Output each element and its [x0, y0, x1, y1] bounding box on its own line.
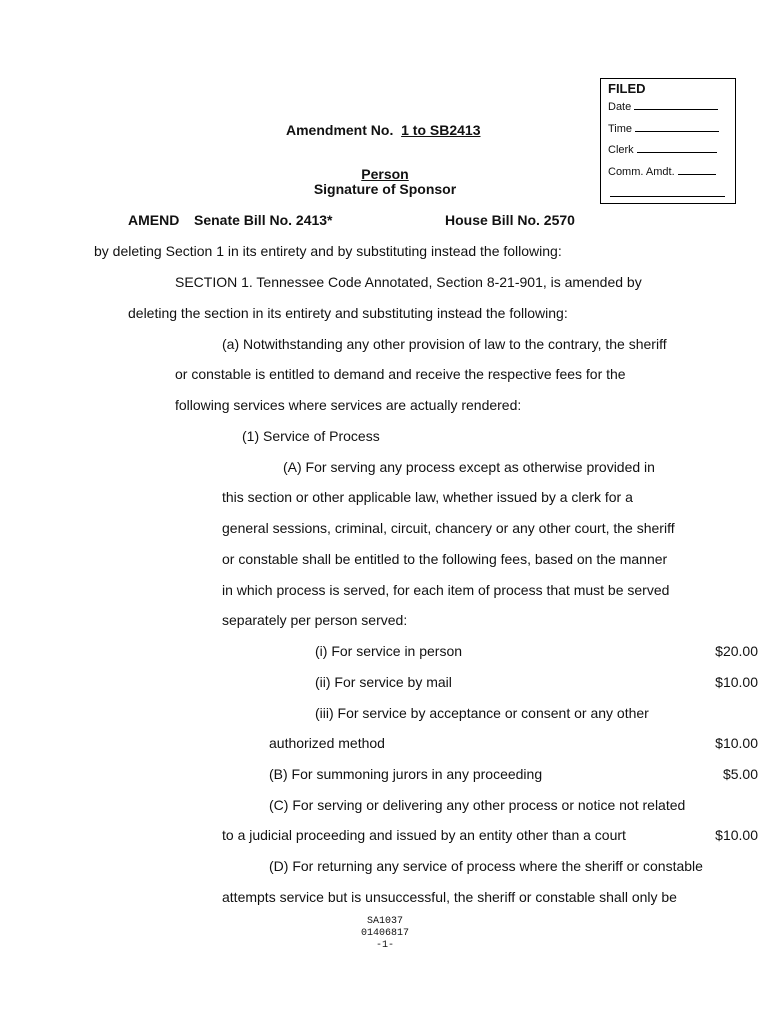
- subsection-a: (a) Notwithstanding any other provision of law to the contrary, the sheriff: [222, 336, 667, 352]
- fee-acceptance-label-cont: authorized method: [269, 735, 385, 751]
- footer-code-1: SA1037: [366, 916, 403, 927]
- body-line-12: in which process is served, for each item of process that must be served: [222, 582, 670, 598]
- fee-acceptance-amount: $10.00: [715, 735, 758, 751]
- fee-by-mail-label: (ii) For service by mail: [315, 674, 452, 690]
- page-number: -1-: [375, 940, 394, 951]
- body-line-16: attempts service but is unsuccessful, the sheriff or constable shall only be: [222, 889, 677, 905]
- fee-non-judicial-label: to a judicial proceeding and issued by an entity other than a court: [222, 827, 626, 843]
- body-line-6: following services where services are actually rendered:: [175, 397, 522, 413]
- section-1-heading: SECTION 1. Tennessee Code Annotated, Section 8-21-901, is amended by: [175, 274, 642, 290]
- filed-clerk-field: Clerk: [608, 142, 717, 156]
- body-line-1: by deleting Section 1 in its entirety and by substituting instead the following:: [94, 243, 562, 259]
- body-line-11: or constable shall be entitled to the following fees, based on the manner: [222, 551, 668, 567]
- amendment-line: Amendment No. 1 to SB2413: [286, 122, 481, 138]
- body-line-5: or constable is entitled to demand and receive the respective fees for the: [175, 366, 626, 382]
- filed-box: [600, 78, 736, 204]
- senate-bill-number: Senate Bill No. 2413*: [194, 212, 333, 228]
- footer-code-2: 01406817: [360, 928, 409, 939]
- fee-acceptance-label: (iii) For service by acceptance or consent or any other: [315, 705, 649, 721]
- subsection-A: (A) For serving any process except as otherwise provided in: [283, 459, 655, 475]
- sponsor-name: Person: [361, 166, 409, 182]
- fee-in-person-amount: $20.00: [715, 643, 758, 659]
- filed-blank-line: [610, 196, 725, 197]
- fee-jurors-label: (B) For summoning jurors in any proceeding: [269, 766, 543, 782]
- house-bill-number: House Bill No. 2570: [445, 212, 575, 228]
- body-line-13: separately per person served:: [222, 612, 408, 628]
- fee-in-person-label: (i) For service in person: [315, 643, 463, 659]
- body-line-9: this section or other applicable law, whether issued by a clerk for a: [222, 489, 633, 505]
- subsection-C: (C) For serving or delivering any other process or notice not related: [269, 797, 686, 813]
- filed-comm-amdt-field: Comm. Amdt.: [608, 164, 716, 178]
- sponsor-caption: Signature of Sponsor: [313, 181, 457, 197]
- body-line-3: deleting the section in its entirety and substituting instead the following:: [128, 305, 568, 321]
- body-line-10: general sessions, criminal, circuit, chancery or any other court, the sheriff: [222, 520, 675, 536]
- filed-time-field: Time: [608, 121, 719, 135]
- filed-date-field: Date: [608, 99, 718, 113]
- amend-word: AMEND: [128, 212, 180, 228]
- filed-title: FILED: [608, 81, 646, 96]
- fee-by-mail-amount: $10.00: [715, 674, 758, 690]
- subsection-D: (D) For returning any service of process where the sheriff or constable: [269, 858, 703, 874]
- fee-jurors-amount: $5.00: [722, 766, 758, 782]
- service-of-process-heading: (1) Service of Process: [242, 428, 380, 444]
- amendment-number: 1 to SB2413: [401, 122, 481, 138]
- fee-non-judicial-amount: $10.00: [715, 827, 758, 843]
